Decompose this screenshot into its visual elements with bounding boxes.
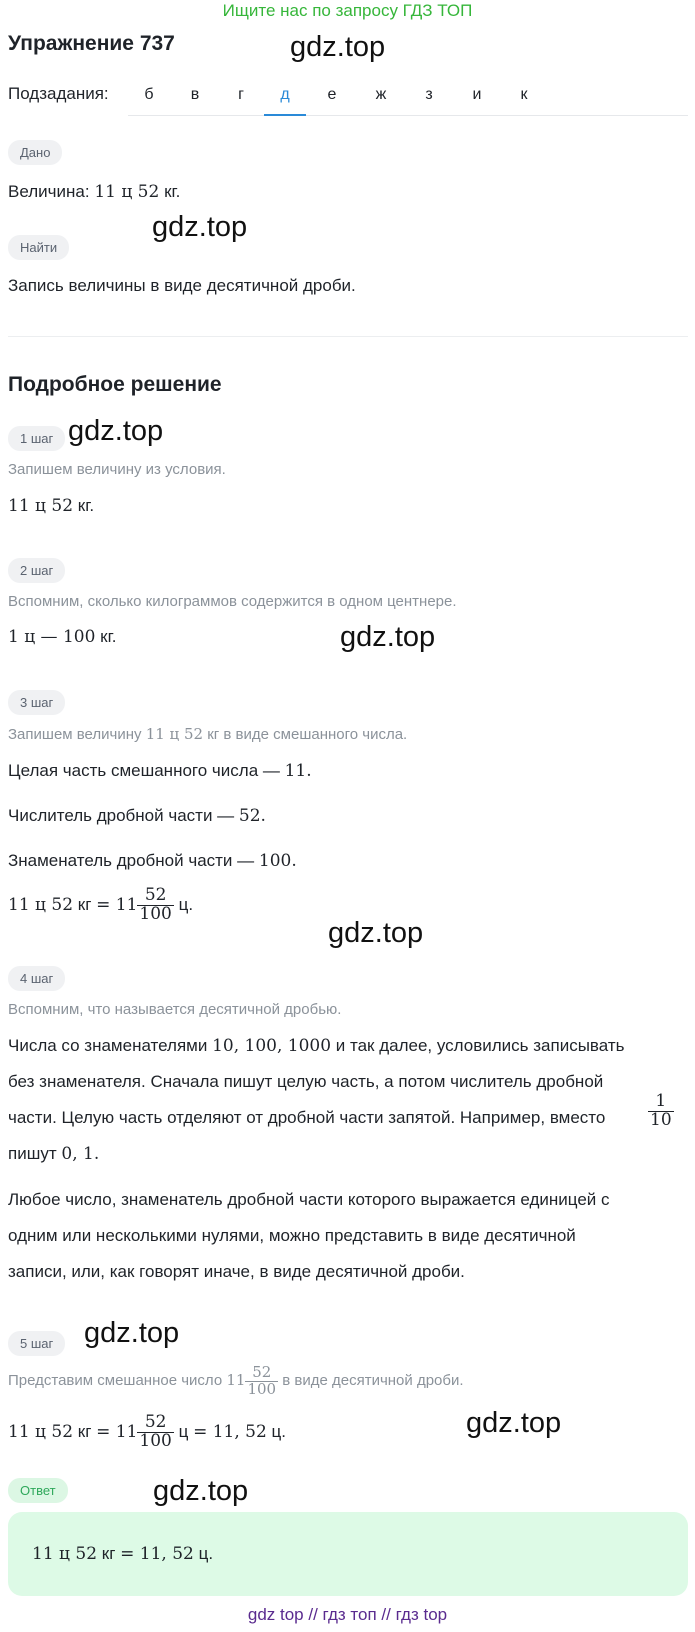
step-5-fraction xyxy=(137,1414,173,1451)
step-3-line-3-math: 100. xyxy=(258,851,297,871)
answer-unit: ц. xyxy=(198,1544,214,1563)
step-3-line-1 xyxy=(8,759,312,783)
answer-math-right: = 11, 52 xyxy=(120,1544,194,1564)
step-3-eq-left: 11 ц 52 xyxy=(8,895,74,915)
watermark: gdz.top xyxy=(152,211,248,243)
section-divider xyxy=(8,336,688,337)
step-3-line-1-text: Целая часть смешанного числа — xyxy=(8,761,280,780)
fraction-denominator: 100 xyxy=(139,904,172,925)
watermark: gdz.top xyxy=(84,1317,180,1349)
step-4-p1-line-4 xyxy=(8,1142,99,1166)
step-4-p1-math: 10, 100, 1000 xyxy=(212,1036,332,1056)
step-2-hint: Вспомним, сколько килограммов содержится в одном центнере. xyxy=(8,593,457,610)
tab-g[interactable]: г xyxy=(238,86,244,103)
fraction-numerator: 52 xyxy=(245,1365,278,1382)
step-5-eq-tail: = 11, 52 xyxy=(193,1422,267,1442)
step-4-p1-a: Числа со знаменателями xyxy=(8,1036,208,1055)
step-1-unit: кг. xyxy=(77,496,95,515)
solution-title: Подробное решение xyxy=(8,373,222,396)
step-5-hint-fraction xyxy=(245,1362,278,1398)
step-2-unit: кг. xyxy=(100,627,117,646)
footer-link-2[interactable]: гдз топ xyxy=(322,1605,377,1624)
tab-v[interactable]: в xyxy=(190,86,200,103)
fraction-numerator: 1 xyxy=(648,1093,674,1112)
step-5-eq-left: 11 ц 52 xyxy=(8,1422,74,1442)
answer-text xyxy=(32,1542,213,1566)
step-5-eq-kg: кг xyxy=(77,1422,92,1441)
fraction-denominator: 100 xyxy=(247,1379,277,1398)
step-4-p1-line-2: без знаменателя. Сначала пишут целую часть, а потом числитель дробной xyxy=(8,1072,604,1091)
step-5-hint-whole: 11 xyxy=(226,1371,246,1389)
given-prefix: Величина: xyxy=(8,182,90,201)
step-1-hint: Запишем величину из условия. xyxy=(8,461,226,478)
step-3-badge: 3 шаг xyxy=(8,690,65,715)
step-3-line-2 xyxy=(8,804,266,828)
step-4-p1-line-1 xyxy=(8,1034,625,1058)
step-5-hint-suffix: в виде десятичной дроби. xyxy=(282,1372,464,1389)
search-banner: Ищите нас по запросу ГДЗ ТОП xyxy=(222,1,473,20)
step-5-eq-eq: = 11 xyxy=(96,1422,138,1442)
given-badge: Дано xyxy=(8,140,62,165)
find-badge: Найти xyxy=(8,235,69,260)
step-1-badge: 1 шаг xyxy=(8,426,65,451)
tab-zh[interactable]: ж xyxy=(375,86,387,103)
step-3-hint-suffix: кг в виде смешанного числа. xyxy=(207,726,408,743)
step-3-line-1-math: 11. xyxy=(284,761,312,781)
step-3-hint-math: 11 ц 52 xyxy=(145,725,204,743)
watermark: gdz.top xyxy=(340,621,436,653)
tab-k[interactable]: к xyxy=(520,86,528,103)
step-5-equation xyxy=(8,1411,286,1453)
step-3-fraction xyxy=(137,887,173,924)
given-unit: кг. xyxy=(164,182,181,201)
fraction-denominator: 10 xyxy=(650,1109,672,1130)
step-5-badge: 5 шаг xyxy=(8,1331,65,1356)
answer-math-left: 11 ц 52 xyxy=(32,1544,98,1564)
step-1-math: 11 ц 52 xyxy=(8,496,74,516)
step-3-line-2-math: 52. xyxy=(238,806,266,826)
step-5-hint-prefix: Представим смешанное число xyxy=(8,1372,223,1389)
subtasks-label: Подзадания: xyxy=(8,84,109,103)
footer-links xyxy=(0,1605,695,1625)
footer-link-3[interactable]: гдз top xyxy=(395,1605,448,1624)
tab-d[interactable]: д xyxy=(264,78,306,116)
step-5-eq-unit: ц xyxy=(178,1422,189,1441)
tab-e[interactable]: е xyxy=(327,86,337,103)
step-4-p1-b: и так далее, условились записывать xyxy=(335,1036,625,1055)
footer-link-1[interactable]: gdz top xyxy=(247,1605,304,1624)
step-4-badge: 4 шаг xyxy=(8,966,65,991)
step-4-p1-line4-math: 0, 1. xyxy=(61,1144,100,1164)
watermark: gdz.top xyxy=(466,1407,562,1439)
step-2-math: 1 ц — 100 xyxy=(8,627,96,647)
step-3-eq-eq: = 11 xyxy=(96,895,138,915)
footer-separator: // xyxy=(381,1605,391,1624)
tab-z[interactable]: з xyxy=(425,86,433,103)
subtasks-tabs xyxy=(128,78,688,116)
step-4-hint: Вспомним, что называется десятичной дробью. xyxy=(8,1001,342,1018)
step-2-badge: 2 шаг xyxy=(8,558,65,583)
step-4-p1-line4-a: пишут xyxy=(8,1144,57,1163)
step-4-example-fraction xyxy=(648,1093,674,1130)
watermark: gdz.top xyxy=(290,31,386,63)
footer-separator: // xyxy=(308,1605,318,1624)
step-3-hint xyxy=(8,723,407,746)
step-2-line xyxy=(8,625,116,649)
fraction-numerator: 52 xyxy=(137,887,173,906)
watermark: gdz.top xyxy=(68,415,164,447)
given-text xyxy=(8,180,180,204)
step-4-p2-line-3: записи, или, как говорят иначе, в виде десятичной дроби. xyxy=(8,1262,465,1281)
given-value: 11 ц 52 xyxy=(94,182,160,202)
watermark: gdz.top xyxy=(153,1475,249,1507)
step-3-line-3-text: Знаменатель дробной части — xyxy=(8,851,255,870)
fraction-denominator: 100 xyxy=(139,1431,172,1452)
answer-box xyxy=(8,1512,688,1596)
step-4-p1-line-3: части. Целую часть отделяют от дробной части запятой. Например, вместо xyxy=(8,1108,606,1127)
step-3-hint-prefix: Запишем величину xyxy=(8,726,142,743)
answer-badge: Ответ xyxy=(8,1478,68,1503)
tab-i[interactable]: и xyxy=(472,86,482,103)
answer-kg: кг xyxy=(101,1544,116,1563)
step-3-line-2-text: Числитель дробной части — xyxy=(8,806,235,825)
step-3-eq-kg: кг xyxy=(77,895,92,914)
step-4-p2-line-2: одним или несколькими нулями, можно представить в виде десятичной xyxy=(8,1226,576,1245)
step-4-p2-line-1: Любое число, знаменатель дробной части которого выражается единицей с xyxy=(8,1190,610,1209)
find-text: Запись величины в виде десятичной дроби. xyxy=(8,276,356,295)
step-5-hint xyxy=(8,1359,464,1402)
page-title: Упражнение 737 xyxy=(8,32,175,55)
step-3-equation xyxy=(8,884,193,926)
tab-b[interactable]: б xyxy=(144,86,154,103)
step-5-eq-tail-unit: ц. xyxy=(271,1422,287,1441)
fraction-numerator: 52 xyxy=(137,1414,173,1433)
step-1-line xyxy=(8,494,94,518)
watermark: gdz.top xyxy=(328,917,424,949)
step-3-line-3 xyxy=(8,849,297,873)
step-3-eq-unit: ц. xyxy=(178,895,194,914)
